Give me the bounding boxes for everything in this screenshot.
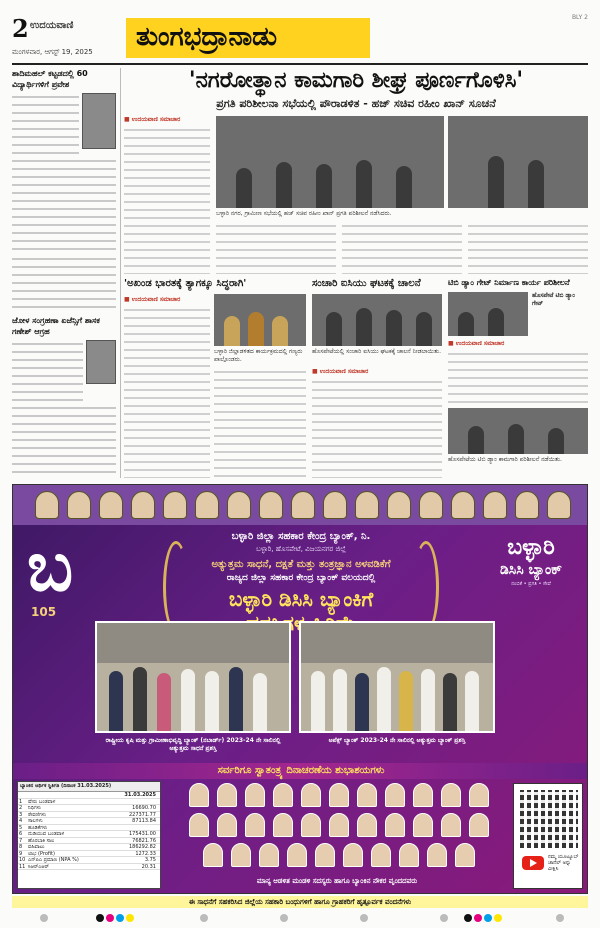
row-number: 7	[19, 837, 23, 844]
qr-code-panel	[513, 783, 583, 889]
row-number: 4	[19, 818, 23, 824]
row-value: 20.31	[141, 863, 156, 870]
left-story2-photo	[86, 340, 116, 384]
lead-body-col3	[342, 222, 462, 274]
bharat-caption: ಬಳ್ಳಾರಿ ಜಿಲ್ಲಾಡಳಿತದ ಕಾರ್ಯಕ್ರಮದಲ್ಲಿ ಗಣ್ಯರು ಪಾಲ್ಗೊಂಡರು.	[214, 348, 303, 363]
masthead	[12, 14, 588, 64]
row-number: 5	[19, 824, 23, 831]
ad-caption-right: ಅಪೆಕ್ಸ್ ಬ್ಯಾಂಕ್ 2023-24 ನೇ ಸಾಲಿನಲ್ಲಿ ಅತ್ಯುತ್ತಮ ಬ್ಯಾಂಕ್ ಪ್ರಶಸ್ತಿ	[328, 737, 466, 744]
row-value: 3.75	[144, 857, 156, 863]
row-number: 6	[19, 831, 23, 837]
row-label: ನಿಧಿಗಳು	[28, 805, 42, 811]
masthead-rule	[12, 63, 588, 65]
row-label: ದುಡಿಯುವ ಬಂಡವಾಳ	[28, 831, 65, 837]
tbdam-photo-2	[448, 408, 588, 454]
lead-photo-caption: ಬಳ್ಳಾರಿ ನಗರ, ಗ್ರಾಮೀಣ ಸಭೆಯಲ್ಲಿ ಹಜ್ ಸಚಿವ ರಹೀಂ ಖಾನ್ ಪ್ರಗತಿ ಪರಿಶೀಲನೆ ನಡೆಸಿದರು.	[216, 210, 392, 217]
bottom-thank-you-strip: ಈ ಸಾಧನೆಗೆ ಸಹಕರಿಸಿದ ಜಿಲ್ಲೆಯ ಸಹಕಾರಿ ಬಂಧುಗಳಿಗೆ ಹಾಗೂ ಗ್ರಾಹಕರಿಗೆ ಹೃತ್ಪೂರ್ವಕ ವಂದನೆಗಳು	[12, 896, 588, 908]
row-number: 10	[19, 857, 26, 863]
row-value: 227371.77	[128, 811, 156, 818]
left-story1-text	[12, 125, 79, 155]
row-label: ಸಿಆರ್‌ಎಆರ್	[28, 863, 49, 870]
ad-brand-line3: ನಂಬಿಕೆ • ಪ್ರಗತಿ • ಸೇವೆ	[511, 581, 551, 587]
tbdam-byline: ■ ಉದಯವಾಣಿ ಸಮಾಚಾರ	[448, 340, 505, 347]
row-number: 9	[19, 850, 23, 857]
ad-award-sub: ರಾಜ್ಯದ ಜಿಲ್ಲಾ ಸಹಕಾರ ಕೇಂದ್ರ ಬ್ಯಾಂಕ್ ವಲಯದಲ್ಲಿ	[226, 573, 376, 583]
row-label: ಹೂಡಿಕೆಗಳು	[28, 824, 48, 831]
row-value: 1272.33	[135, 850, 156, 857]
row-label: ಎನ್‌ಪಿಎ ಪ್ರಮಾಣ (NPA %)	[28, 857, 79, 863]
lead-photo	[216, 116, 444, 208]
ad-brand-line2: ಡಿಸಿಸಿ ಬ್ಯಾಂಕ್	[499, 562, 563, 578]
bharat-body-col1	[124, 306, 210, 478]
lead-body-col2	[216, 222, 336, 274]
row-number: 2	[19, 805, 23, 811]
lead-body-col1	[124, 126, 210, 274]
page-number: 2	[12, 14, 29, 43]
tbdam-side-label: ಹೊಸಪೇಟೆ ಟಿಬಿ ಡ್ಯಾಂ ಗೇಟ್	[532, 292, 575, 307]
ad-award-line: ಅತ್ಯುತ್ತಮ ಸಾಧನೆ, ದಕ್ಷತೆ ಮತ್ತು ತಂತ್ರಜ್ಞಾನ ಅಳವಡಿಕೆಗೆ	[211, 559, 391, 570]
ad-brand	[479, 535, 583, 587]
sanchari-headline: ಸಂಚಾರಿ ಐಸಿಯು ಘಟಕಕ್ಕೆ ಚಾಲನೆ	[312, 278, 421, 289]
bharat-body-col2	[214, 368, 306, 478]
lead-headline: 'ನಗರೋತ್ಥಾನ ಕಾಮಗಾರಿ ಶೀಘ್ರ ಪೂರ್ಣಗೊಳಿಸಿ'	[188, 68, 524, 93]
left-story1-photo	[82, 93, 116, 149]
bank-advertisement	[12, 484, 588, 894]
issue-date: ಮಂಗಳವಾರ, ಆಗಸ್ಟ್ 19, 2025	[12, 48, 93, 56]
row-value: 175431.00	[128, 831, 156, 837]
row-value: 87113.84	[132, 818, 156, 824]
left-story2-text	[12, 372, 83, 402]
ad-greeting: ಸರ್ವರಿಗೂ ಸ್ವಾತಂತ್ರ್ಯ ದಿನಾಚರಣೆಯ ಶುಭಾಶಯಗಳು	[13, 763, 588, 779]
financial-table-col: 31.03.2025	[124, 792, 156, 798]
row-label: ಷೇರು ಬಂಡವಾಳ	[28, 798, 56, 805]
sanchari-body	[312, 378, 442, 478]
row-value: 76821.76	[132, 837, 156, 844]
row-label: ವಹಿವಾಟು	[28, 844, 45, 850]
row-label: ಠೇವಣಿಗಳು	[28, 811, 47, 818]
lead-body-col4	[468, 222, 588, 274]
row-number: 1	[19, 798, 23, 805]
edition-code: BLY 2	[571, 14, 588, 21]
left-story2-text	[12, 340, 83, 370]
printer-registration-marks	[0, 912, 600, 924]
newspaper-name: ಉದಯವಾಣಿ	[30, 20, 74, 31]
row-value: 186292.82	[128, 844, 156, 850]
ad-award-photo-left	[95, 621, 291, 733]
sanchari-photo	[312, 294, 442, 346]
qr-text: ನಮ್ಮ ಯೂಟ್ಯೂಬ್ ಚಾನೆಲ್ ಅನ್ನು ವೀಕ್ಷಿಸಿ	[548, 854, 579, 872]
ad-brand-line1: ಬಳ್ಳಾರಿ	[507, 535, 555, 560]
financial-table	[17, 781, 161, 889]
tbdam-photo	[448, 292, 528, 336]
left-column	[12, 68, 116, 478]
tbdam-headline: ಟಿಬಿ ಡ್ಯಾಂ ಗೇಟ್ ನಿರ್ಮಾಣ ಕಾರ್ಯ ಪರಿಶೀಲನೆ	[448, 278, 570, 287]
bharat-byline: ■ ಉದಯವಾಣಿ ಸಮಾಚಾರ	[124, 296, 181, 303]
left-story1-text	[12, 93, 79, 123]
row-number: 11	[19, 863, 26, 870]
ad-caption-left: ರಾಷ್ಟ್ರೀಯ ಕೃಷಿ ಮತ್ತು ಗ್ರಾಮೀಣಾಭಿವೃದ್ಧಿ ಬ್ಯಾಂಕ್ (ನಬಾರ್ಡ್) 2023-24 ನೇ ಸಾಲಿನಲ್ಲಿ ಅತ್ಯುತ್ತಮ ಸಾಧನೆ ಪ್ರಶಸ್ತಿ	[105, 737, 281, 752]
table-row	[18, 864, 160, 871]
left-story2-headline: ಜೋಳ ಸಂಗ್ರಹಣಾ ಏಜೆನ್ಸಿಗೆ ಶಾಸಕ ಗಣೇಶ್ ಆಗ್ರಹ	[12, 316, 100, 336]
ad-branches: ಬಳ್ಳಾರಿ, ಹೊಸಪೇಟೆ, ವಿಜಯನಗರ ಜಿಲ್ಲೆ	[256, 545, 346, 553]
tbdam-caption: ಹೊಸಪೇಟೆಯ ಟಿಬಿ ಡ್ಯಾಂ ಕಾಮಗಾರಿ ಪರಿಶೀಲನೆ ನಡೆಯಿತು.	[448, 456, 562, 463]
sanchari-caption: ಹೊಸಪೇಟೆಯಲ್ಲಿ ಸಂಚಾರಿ ಐಸಿಯು ಘಟಕಕ್ಕೆ ಚಾಲನೆ ನೀಡಲಾಯಿತು.	[312, 348, 441, 355]
ad-portrait-row	[13, 485, 588, 525]
youtube-icon	[522, 856, 544, 870]
row-value	[116, 799, 158, 805]
row-label: ಸಾಲಗಳು	[28, 818, 43, 824]
ad-bank-name: ಬಳ್ಳಾರಿ ಜಿಲ್ಲಾ ಸಹಕಾರ ಕೇಂದ್ರ ಬ್ಯಾಂಕ್, ನಿ.	[231, 531, 371, 542]
ad-footer-line: ಮಾನ್ಯ ಆಡಳಿತ ಮಂಡಳಿ ಸದಸ್ಯರು ಹಾಗೂ ಬ್ಯಾಂಕಿನ ನೌಕರ ವೃಂದದವರು	[256, 877, 418, 885]
left-story1-headline: ಶಾದಿಮಹಲ್ ಕಟ್ಟಡದಲ್ಲಿ 60 ವಿದ್ಯಾರ್ಥಿಗಳಿಗೆ ಪ್ರವೇಶ	[12, 69, 88, 89]
bharat-headline: 'ಅಖಂಡ ಭಾರತಕ್ಕೆ ತ್ಯಾಗಕ್ಕೂ ಸಿದ್ಧರಾಗಿ'	[124, 278, 247, 289]
bank-logo-number: 105	[31, 605, 57, 619]
ad-big-line1: ಬಳ್ಳಾರಿ ಡಿಸಿಸಿ ಬ್ಯಾಂಕಿಗೆ	[228, 587, 374, 611]
bharat-photo	[214, 294, 306, 346]
tbdam-body	[448, 350, 588, 406]
column-divider	[120, 68, 121, 478]
sanchari-byline: ■ ಉದಯವಾಣಿ ಸಮಾಚಾರ	[312, 368, 369, 375]
row-number: 8	[19, 844, 23, 850]
ad-award-photo-right	[299, 621, 495, 733]
lead-photo-2	[448, 116, 588, 208]
left-story1-text	[12, 157, 116, 253]
row-label: ಹೊರಬಾಕಿ ಸಾಲ	[28, 837, 55, 844]
bank-logo: ಬ 105	[27, 528, 74, 619]
lead-subhead: ಪ್ರಗತಿ ಪರಿಶೀಲನಾ ಸಭೆಯಲ್ಲಿ ಪೌರಾಡಳಿತ - ಹಜ್ ಸಚಿವ ರಹೀಂ ಖಾನ್ ಸೂಚನೆ	[216, 97, 496, 110]
row-label: ಲಾಭ (Profit)	[28, 850, 55, 857]
board-members-grid	[169, 783, 505, 871]
row-number: 3	[19, 811, 23, 818]
row-value: 16690.70	[132, 805, 156, 811]
row-value	[116, 825, 158, 831]
section-title: ತುಂಗಭದ್ರಾನಾಡು	[136, 22, 277, 52]
left-story1-text	[12, 255, 116, 311]
financial-table-title: ಬ್ಯಾಂಕಿನ ಆರ್ಥಿಕ ಸ್ಥಿತಿಗತಿ (ದಿನಾಂಕ 31.03.2025)	[18, 782, 160, 792]
lead-byline: ■ ಉದಯವಾಣಿ ಸಮಾಚಾರ	[124, 116, 181, 123]
left-story2-text	[12, 404, 116, 478]
